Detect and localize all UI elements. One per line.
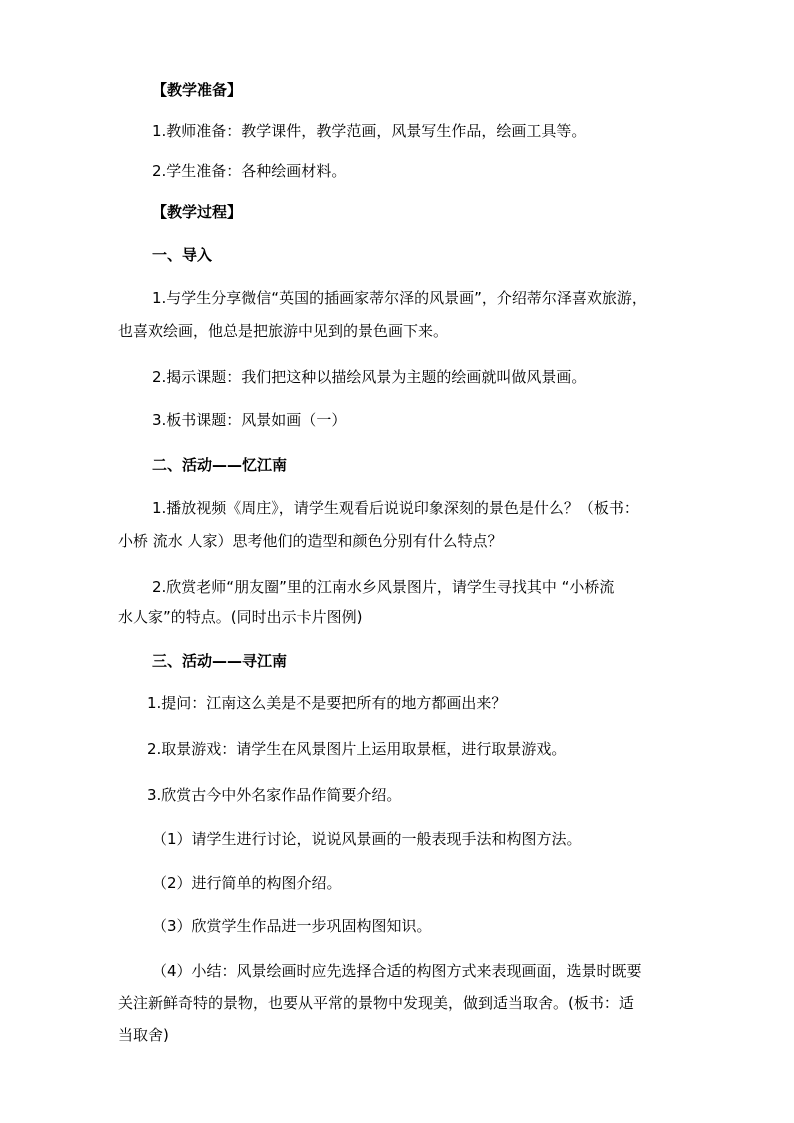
paragraph-recall-1-line1: 1.播放视频《周庄》，请学生观看后说说印象深刻的景色是什么？（板书： — [152, 499, 639, 517]
section-heading-process: 【教学过程】 — [152, 203, 243, 221]
paragraph-intro-1-line1: 1.与学生分享微信“英国的插画家蒂尔泽的风景画”，介绍蒂尔泽喜欢旅游， — [152, 289, 647, 307]
paragraph-student-prep: 2.学生准备：各种绘画材料。 — [152, 162, 347, 180]
paragraph-seek-1: 1.提问：江南这么美是不是要把所有的地方都画出来？ — [147, 694, 507, 712]
part-heading-seek-jiangnan: 三、活动——寻江南 — [152, 652, 288, 670]
paragraph-recall-1-line2: 小桥 流水 人家）思考他们的造型和颜色分别有什么特点？ — [118, 532, 503, 550]
paragraph-intro-2: 2.揭示课题：我们把这种以描绘风景为主题的绘画就叫做风景画。 — [152, 368, 587, 386]
section-heading-preparation: 【教学准备】 — [152, 81, 243, 99]
paragraph-recall-2-line2: 水人家”的特点。(同时出示卡片图例) — [118, 608, 363, 626]
paragraph-intro-3: 3.板书课题：风景如画（一） — [152, 411, 347, 429]
part-heading-recall-jiangnan: 二、活动——忆江南 — [152, 456, 288, 474]
paragraph-seek-3-sub2: （2）进行简单的构图介绍。 — [152, 874, 342, 892]
part-heading-intro: 一、导入 — [152, 246, 213, 264]
paragraph-summary-line3: 当取舍) — [118, 1026, 169, 1044]
paragraph-seek-3-sub1: （1）请学生进行讨论，说说风景画的一般表现手法和构图方法。 — [152, 830, 582, 848]
paragraph-seek-3: 3.欣赏古今中外名家作品作简要介绍。 — [147, 786, 402, 804]
paragraph-recall-2-line1: 2.欣赏老师“朋友圈”里的江南水乡风景图片，请学生寻找其中 “小桥流 — [152, 578, 615, 596]
paragraph-summary-line2: 关注新鲜奇特的景物，也要从平常的景物中发现美，做到适当取舍。(板书：适 — [118, 994, 634, 1012]
paragraph-intro-1-line2: 也喜欢绘画，他总是把旅游中见到的景色画下来。 — [118, 322, 449, 340]
paragraph-teacher-prep: 1.教师准备：教学课件，教学范画，风景写生作品，绘画工具等。 — [152, 122, 587, 140]
paragraph-summary-line1: （4）小结：风景绘画时应先选择合适的构图方式来表现画面，选景时既要 — [152, 962, 642, 980]
paragraph-seek-2: 2.取景游戏：请学生在风景图片上运用取景框，进行取景游戏。 — [147, 740, 567, 758]
paragraph-seek-3-sub3: （3）欣赏学生作品进一步巩固构图知识。 — [152, 917, 432, 935]
